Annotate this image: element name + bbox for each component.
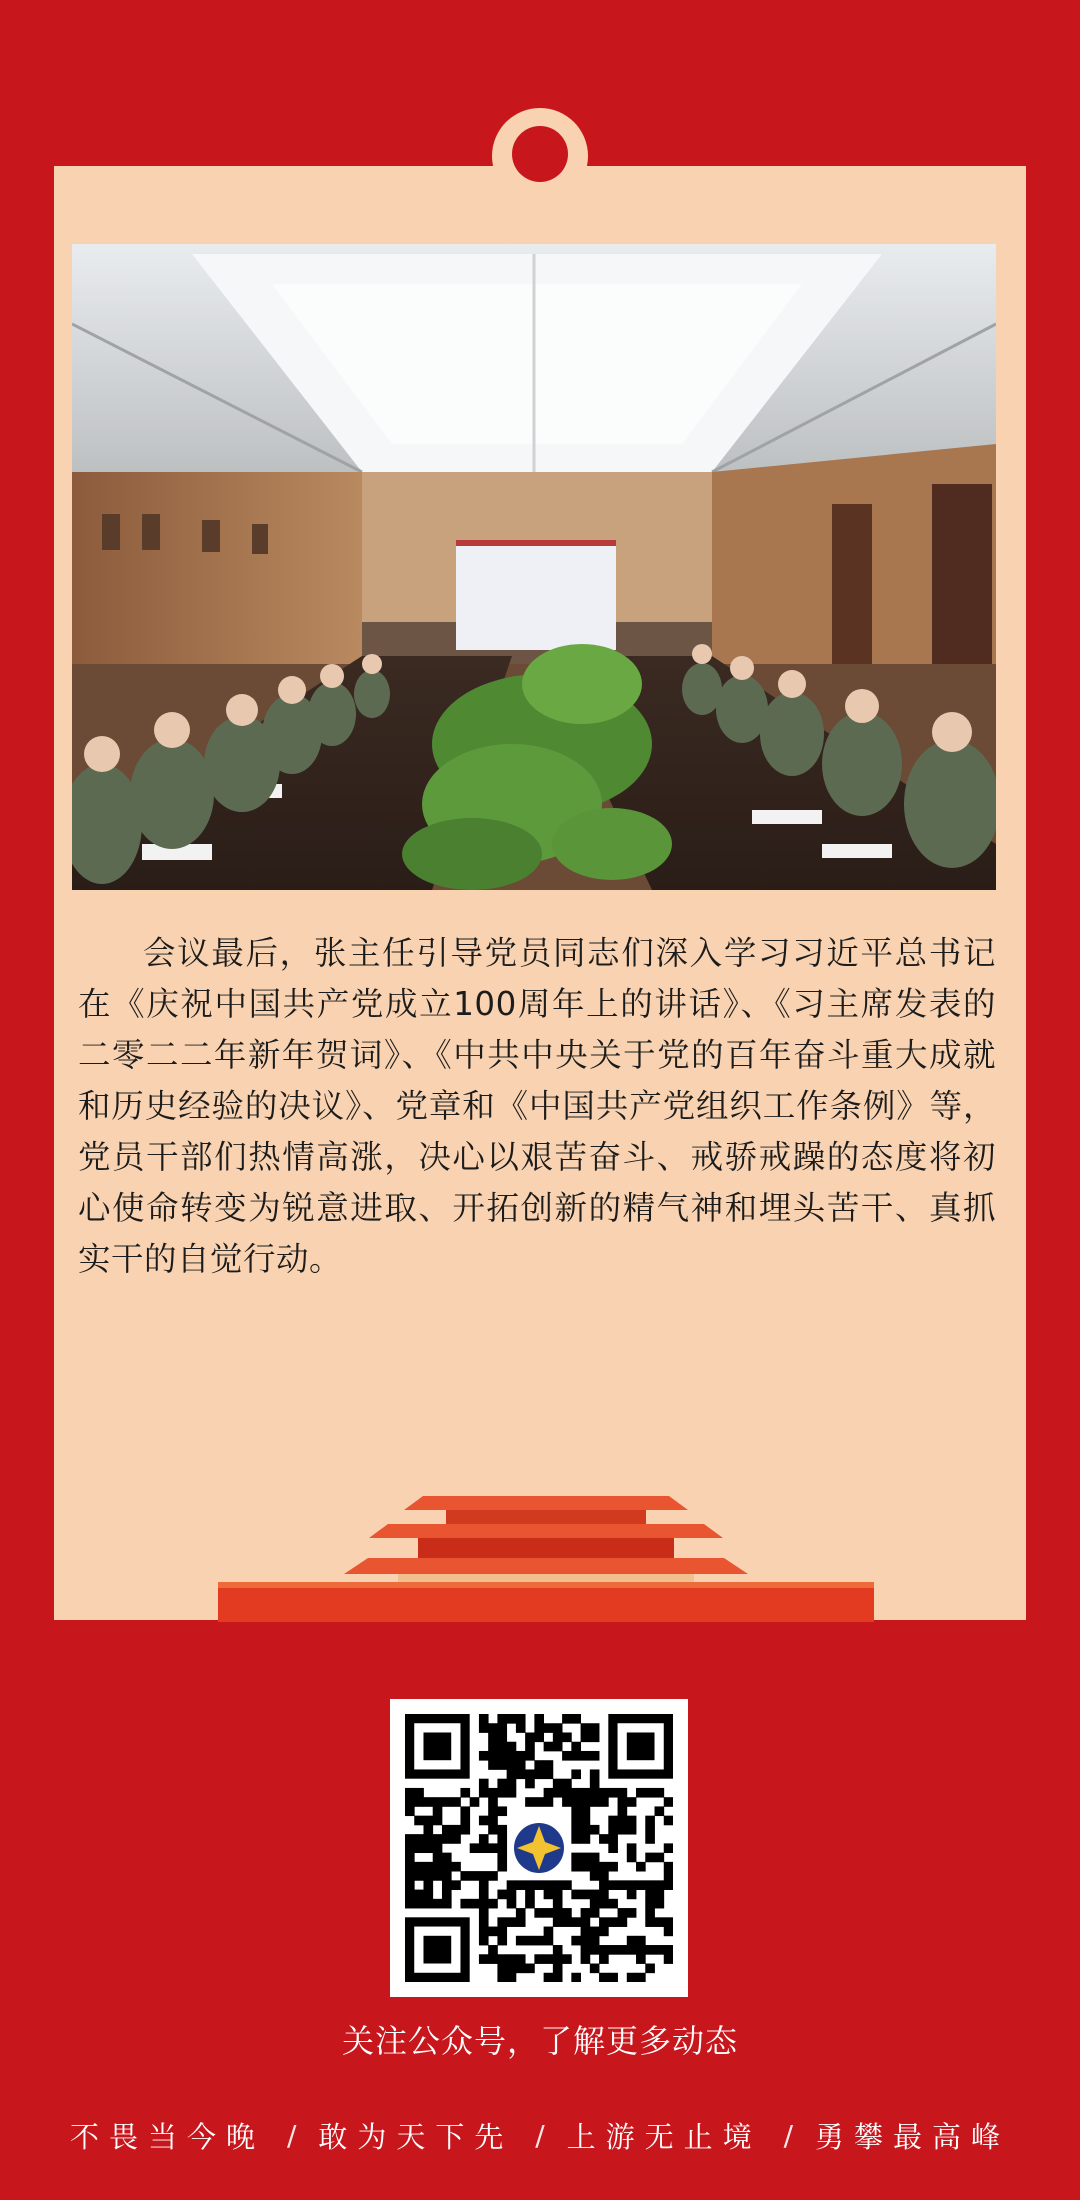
qr-code-image bbox=[405, 1714, 673, 1982]
content-card bbox=[54, 166, 1026, 1620]
meeting-photo bbox=[72, 244, 996, 890]
qr-code[interactable] bbox=[390, 1699, 688, 1997]
slogan-separator: / bbox=[286, 2119, 297, 2152]
qr-caption: 关注公众号，了解更多动态 bbox=[341, 2022, 738, 2060]
slogan-phrase: 勇攀最高峰 bbox=[814, 2120, 1010, 2154]
slogan-phrase: 敢为天下先 bbox=[318, 2120, 514, 2154]
slogan-bar bbox=[70, 2115, 1010, 2156]
hanging-ring bbox=[492, 108, 588, 204]
slogan-separator: / bbox=[783, 2119, 794, 2152]
article-paragraph: 会议最后，张主任引导党员同志们深入学习习近平总书记在《庆祝中国共产党成立100周年上的讲话》、《习主席发表的二零二二年新年贺词》、《中共中央关于党的百年奋斗重大成就和历史经验的决议》、党章和《中国共产党组织工作条例》等，党员干部们热情高涨，决心以艰苦奋斗、戒骄戒躁的态度将初心使命转变为锐意进取、开拓创新的精气神和埋头苦干、真抓实干的自觉行动。 bbox=[78, 934, 996, 1278]
slogan-separator: / bbox=[535, 2119, 545, 2152]
slogan-phrase: 上游无止境 bbox=[566, 2120, 762, 2154]
slogan-phrase: 不畏当今晚 bbox=[70, 2120, 266, 2154]
tiananmen-gate-icon bbox=[218, 1488, 874, 1622]
